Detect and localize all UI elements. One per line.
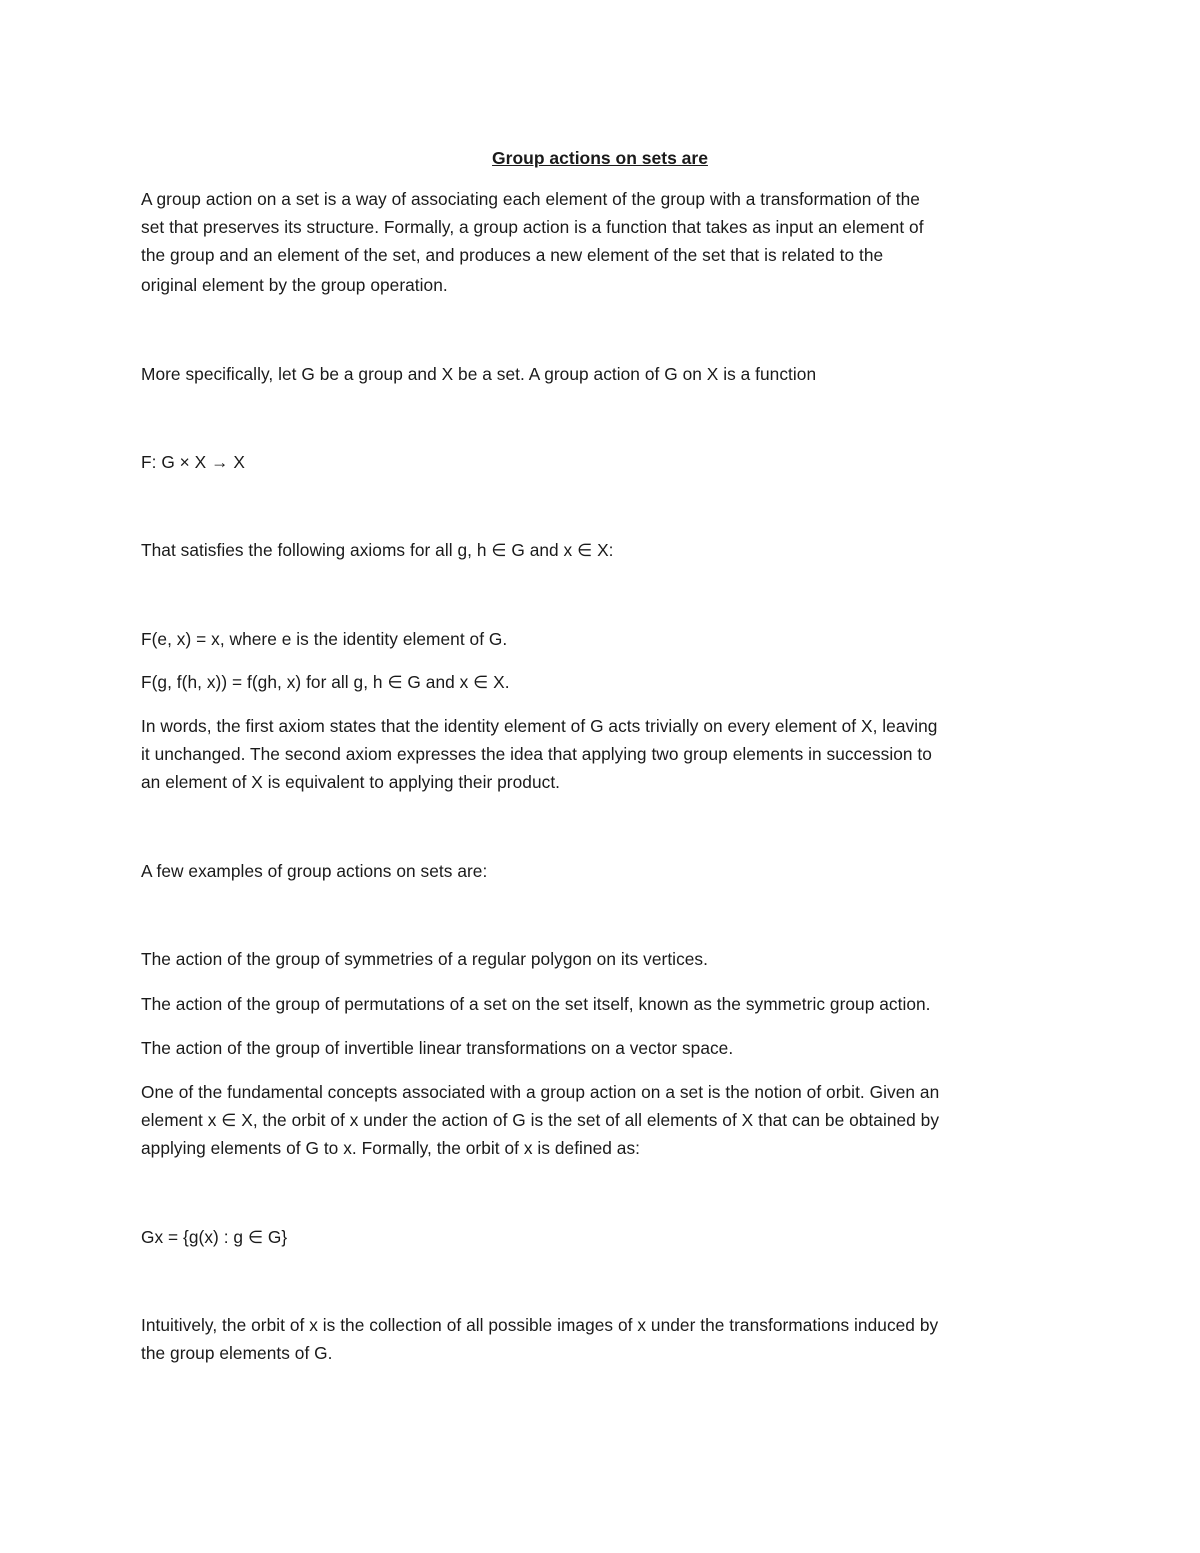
- paragraph-line: element x ∈ X, the orbit of x under the action of G is the set of all elements of X that can be obtained by: [141, 1110, 940, 1130]
- paragraph-line: original element by the group operation.: [141, 275, 448, 295]
- formula-line: F: G × X → X: [141, 452, 245, 472]
- example-line: The action of the group of symmetries of a regular polygon on its vertices.: [141, 949, 708, 969]
- example-line: The action of the group of permutations of a set on the set itself, known as the symmetric group action.: [141, 994, 931, 1014]
- paragraph-line: A few examples of group actions on sets are:: [141, 861, 488, 881]
- paragraph-line: That satisfies the following axioms for all g, h ∈ G and x ∈ X:: [141, 540, 614, 560]
- paragraph-line: A group action on a set is a way of associating each element of the group with a transformation of the: [141, 189, 920, 209]
- paragraph-line: the group and an element of the set, and produces a new element of the set that is related to the: [141, 245, 884, 265]
- paragraph-line: the group elements of G.: [141, 1343, 333, 1363]
- formula-line: Gx = {g(x) : g ∈ G}: [141, 1227, 288, 1247]
- example-line: The action of the group of invertible linear transformations on a vector space.: [141, 1038, 734, 1058]
- paragraph-line: set that preserves its structure. Formally, a group action is a function that takes as input an element of: [141, 217, 924, 237]
- paragraph-line: One of the fundamental concepts associated with a group action on a set is the notion of orbit. Given an: [141, 1082, 940, 1102]
- paragraph-line: More specifically, let G be a group and X be a set. A group action of G on X is a function: [141, 364, 817, 384]
- paragraph-line: In words, the first axiom states that the identity element of G acts trivially on every element of X, leaving: [141, 716, 938, 736]
- document-title: Group actions on sets are: [492, 148, 708, 168]
- paragraph-line: Intuitively, the orbit of x is the collection of all possible images of x under the transformations induced by: [141, 1315, 939, 1335]
- paragraph-line: applying elements of G to x. Formally, the orbit of x is defined as:: [141, 1138, 641, 1158]
- paragraph-line: an element of X is equivalent to applying their product.: [141, 772, 561, 792]
- axiom-line: F(g, f(h, x)) = f(gh, x) for all g, h ∈ G and x ∈ X.: [141, 672, 510, 692]
- paragraph-line: it unchanged. The second axiom expresses the idea that applying two group elements in succession to: [141, 744, 932, 764]
- axiom-line: F(e, x) = x, where e is the identity element of G.: [141, 629, 508, 649]
